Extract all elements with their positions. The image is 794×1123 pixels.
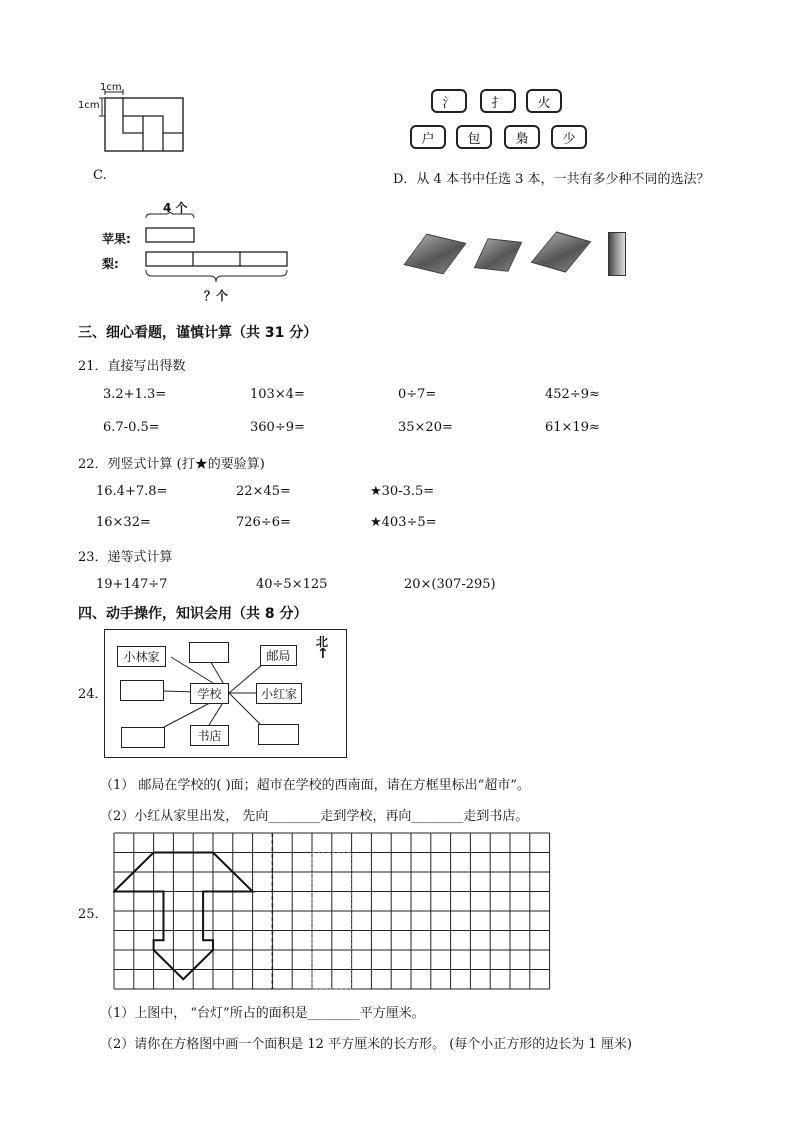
keycap: 梟 — [504, 125, 540, 149]
map-place-xiaolin: 小林家 — [117, 646, 166, 667]
q21-title: 21．直接写出得数 — [78, 359, 186, 374]
map-place-bookstore: 书店 — [190, 725, 229, 746]
question-d: D．从 4 本书中任选 3 本，一共有多少种不同的选法？ — [393, 172, 710, 187]
q24-sub1: （1） 邮局在学校的( )面；超市在学校的西南面，请在方框里标出“超市”。 — [100, 778, 530, 793]
map-empty-box — [258, 724, 299, 745]
q24-sub2: （2）小红从家里出发， 先向________走到学校，再向________走到书店。 — [100, 809, 529, 824]
map-place-post: 邮局 — [260, 645, 297, 666]
bar-diagram — [140, 212, 295, 292]
keycap: 户 — [410, 125, 446, 149]
q22-item: 16×32= — [96, 515, 151, 530]
book-image — [474, 238, 522, 272]
figure-c-shape — [75, 80, 195, 155]
q21-item: 0÷7= — [398, 387, 437, 402]
unit-top: 1cm — [100, 82, 122, 93]
map-empty-box — [120, 680, 164, 701]
q22-title: 22．列竖式计算 (打★的要验算) — [78, 457, 265, 472]
q23-item: 40÷5×125 — [256, 577, 328, 592]
grid-figure — [113, 832, 551, 990]
unit-left: 1cm — [78, 100, 100, 111]
section3-title: 三、细心看题，谨慎计算（共 31 分） — [78, 325, 318, 341]
keycap: 少 — [551, 125, 587, 149]
map-empty-box — [121, 727, 165, 748]
q24-num: 24． — [78, 687, 108, 702]
map-empty-box — [189, 642, 229, 663]
map-place-school: 学校 — [190, 683, 229, 704]
apple-label: 苹果: — [102, 232, 131, 246]
q22-item: ★30-3.5= — [370, 484, 435, 499]
q22-item: 16.4+7.8= — [96, 484, 168, 499]
keycap: 氵 — [431, 89, 467, 113]
keycap: 火 — [526, 89, 562, 113]
q23-item: 20×(307-295) — [404, 577, 496, 592]
q21-item: 452÷9≈ — [545, 387, 600, 402]
q22-item: 22×45= — [236, 484, 291, 499]
question-label: ？个 — [204, 289, 229, 303]
q25-sub1: （1）上图中， “台灯”所占的面积是________平方厘米。 — [100, 1006, 425, 1021]
label-c: C. — [93, 168, 107, 183]
q21-item: 3.2+1.3= — [103, 387, 167, 402]
north-arrow-icon: ↑ — [317, 646, 329, 662]
q21-item: 103×4= — [250, 387, 305, 402]
q22-item: 726÷6= — [236, 515, 291, 530]
q21-item: 61×19≈ — [545, 420, 600, 435]
keycap: 扌 — [480, 89, 516, 113]
q21-item: 6.7-0.5= — [103, 420, 160, 435]
q21-item: 35×20= — [398, 420, 453, 435]
q25-sub2: （2）请你在方格图中画一个面积是 12 平方厘米的长方形。 (每个小正方形的边长为 1 厘米) — [100, 1037, 632, 1052]
book-image — [531, 231, 592, 272]
section4-title: 四、动手操作，知识会用（共 8 分） — [78, 606, 308, 622]
map-place-xiaohong: 小红家 — [256, 683, 302, 704]
north-label: 北 — [316, 635, 329, 649]
q23-title: 23．递等式计算 — [78, 550, 173, 565]
q22-item: ★403÷5= — [370, 515, 437, 530]
keycap: 包 — [456, 125, 492, 149]
q23-item: 19+147÷7 — [96, 577, 168, 592]
book-image — [403, 234, 466, 275]
book-image — [608, 232, 626, 276]
q21-item: 360÷9= — [250, 420, 305, 435]
pear-label: 梨: — [102, 257, 119, 271]
q25-num: 25． — [78, 907, 108, 922]
count-label: 4 个 — [163, 201, 188, 215]
